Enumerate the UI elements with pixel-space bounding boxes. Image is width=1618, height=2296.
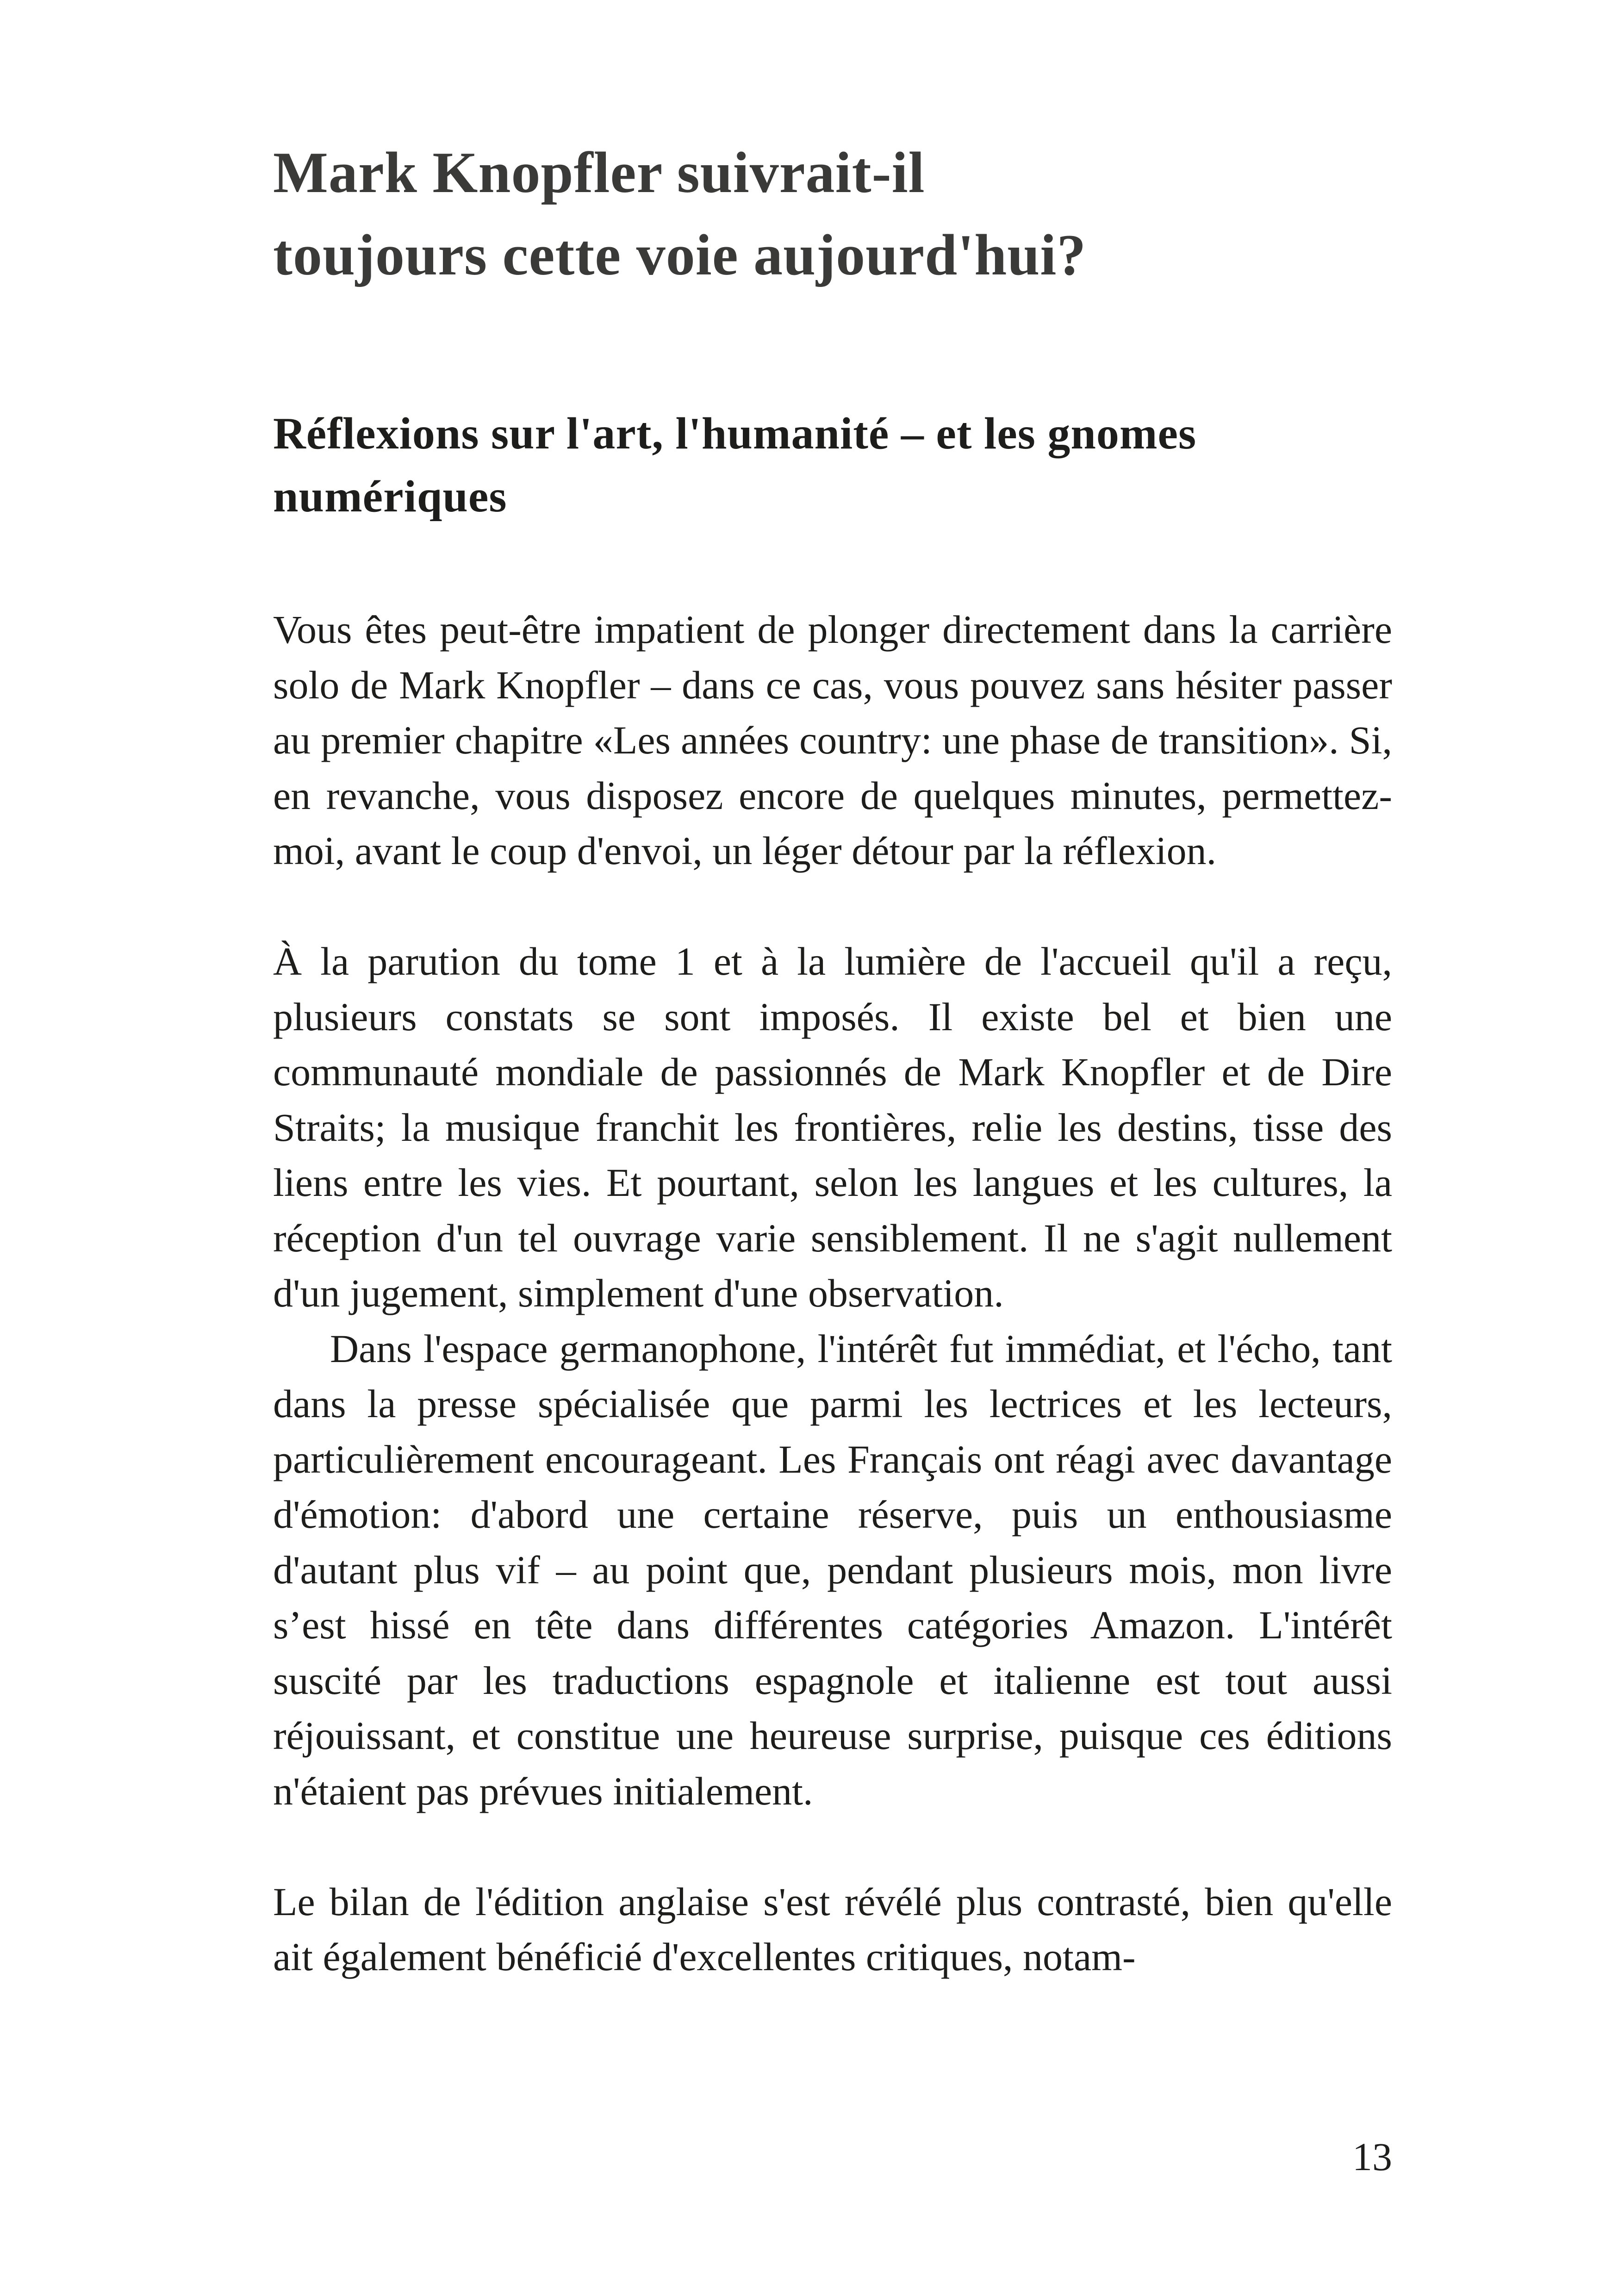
chapter-title-line-2: toujours cette voie aujourd'hui? (273, 223, 1087, 287)
chapter-title-line-1: Mark Knopfler suivrait-il (273, 141, 925, 205)
paragraph-1: Vous êtes peut-être impatient de plonger directement dans la carrière solo de Mark Knopfler – dans ce cas, vous pouvez sans hésiter passer au premier chapitre «Les années country: une phase de transition». Si, en revanche, vous disposez encore de quelques minutes, permettez-moi, avant le coup d'envoi, un léger détour par la réflexion. (273, 607, 1392, 873)
body-text (273, 602, 1392, 1985)
chapter-subtitle: Réflexions sur l'art, l'humanité – et les gnomes numériques (273, 409, 1197, 522)
page-number: 13 (1352, 2134, 1392, 2179)
paragraph-2: À la parution du tome 1 et à la lumière de l'accueil qu'il a reçu, plusieurs constats se sont imposés. Il existe bel et bien une communauté mondiale de passionnés de Mark Knopfler et de Dire Straits; la musique franchit les frontières, relie les destins, tisse des liens entre les vies. Et pourtant, selon les langues et les cultures, la réception d'un tel ouvrage varie sensiblement. Il ne s'agit nullement d'un jugement, simplement d'une observation. (273, 939, 1392, 1315)
chapter-title (273, 132, 1392, 297)
book-page (273, 132, 1392, 1985)
paragraph-3: Dans l'espace germanophone, l'intérêt fut immédiat, et l'écho, tant dans la presse spécialisée que parmi les lectrices et les lecteurs, particulièrement encourageant. Les Français ont réagi avec davantage d'émotion: d'abord une certaine réserve, puis un enthousiasme d'autant plus vif – au point que, pendant plusieurs mois, mon livre s’est hissé en tête dans différentes catégories Amazon. L'intérêt suscité par les traductions espagnole et italienne est tout aussi réjouissant, et constitue une heureuse surprise, puisque ces éditions n'étaient pas prévues initialement. (273, 1326, 1392, 1813)
paragraph-4: Le bilan de l'édition anglaise s'est révélé plus contrasté, bien qu'elle ait également bénéficié d'excellentes critiques, notam- (273, 1879, 1392, 1979)
